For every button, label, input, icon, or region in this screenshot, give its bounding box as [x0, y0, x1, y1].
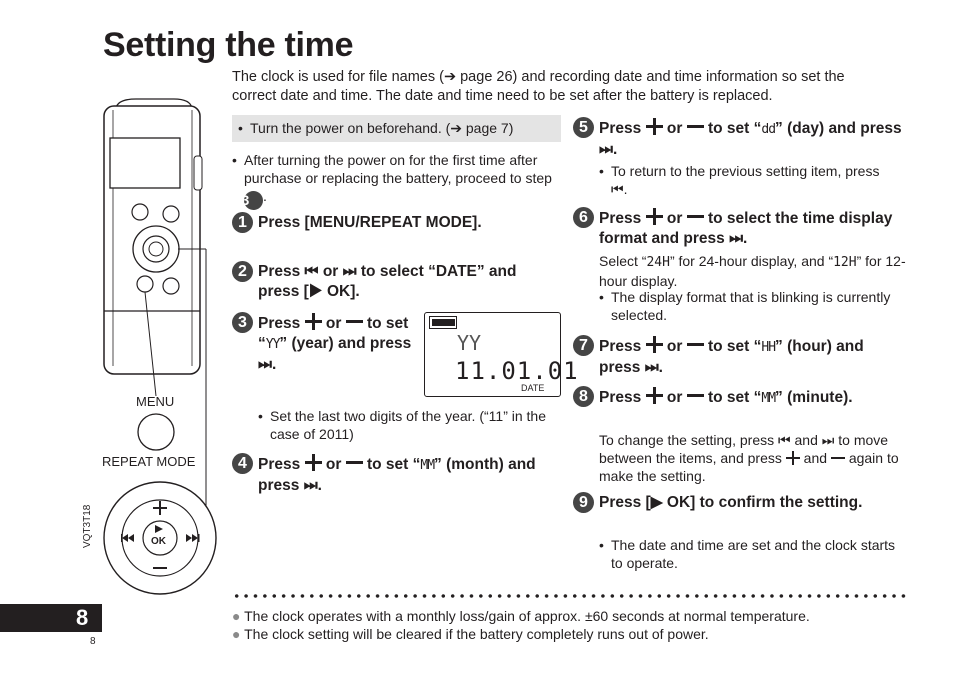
- plus-icon: [646, 387, 663, 404]
- step-1-text: Press [MENU/REPEAT MODE].: [258, 214, 482, 231]
- step-5-note-text: To return to the previous setting item, press: [611, 163, 880, 179]
- step-7-number: 7: [573, 335, 594, 356]
- skip-forward-icon: ⏭: [729, 230, 744, 247]
- page-number: 8: [76, 605, 89, 630]
- step-4-number: 4: [232, 453, 253, 474]
- battery-icon: [429, 316, 457, 329]
- year-segment-glyph: YY: [265, 337, 280, 352]
- step-7-text-b: or: [666, 338, 683, 355]
- minus-icon: [346, 461, 363, 464]
- page-number-small: 8: [90, 636, 96, 647]
- 12h-segment-glyph: 12H: [833, 255, 857, 270]
- minus-icon: [687, 394, 704, 397]
- step-8-body-d: and: [803, 450, 828, 466]
- minus-icon: [687, 343, 704, 346]
- plus-icon: [305, 454, 322, 471]
- step-1-number: 1: [232, 212, 253, 233]
- step-6-body: [599, 252, 909, 290]
- plus-icon: [646, 118, 663, 135]
- step-5-text-b: or: [666, 120, 683, 137]
- step-3-note: • Set the last two digits of the year. (“11” in the case of 2011): [258, 407, 558, 443]
- step-8-body-b: and: [794, 432, 818, 448]
- skip-forward-icon: ⏭: [303, 477, 318, 494]
- step-8-number: 8: [573, 386, 594, 407]
- step-4-text-a: Press: [258, 456, 301, 473]
- lcd-date-label: DATE: [521, 383, 545, 393]
- step-7-text-a: Press: [599, 338, 642, 355]
- step-8-body: [599, 431, 909, 485]
- month-segment-glyph: MM: [420, 458, 435, 473]
- step-8-body-e: again to make the setting.: [599, 450, 899, 484]
- step-5-number: 5: [573, 117, 594, 138]
- footer-note-1: ● The clock operates with a monthly loss/gain of approx. ±60 seconds at normal temperature.: [232, 608, 810, 624]
- lcd-line-1: YY: [457, 331, 482, 355]
- step-4-text-c: to set “: [366, 456, 421, 473]
- step-6: 6 Press or to select the time display format and press ⏭.: [573, 208, 903, 249]
- step-4-text-d: ” (month) and press: [258, 456, 536, 494]
- step-2-text-a: Press: [258, 263, 301, 280]
- plus-icon: [646, 208, 663, 225]
- step-5-text-c: to set “: [707, 120, 762, 137]
- step-6-text-c: to select the time display format and press: [599, 210, 893, 247]
- dotted-divider: [232, 593, 908, 599]
- step-6-body-a: Select “: [599, 253, 647, 269]
- step-2-text-b: or: [322, 263, 339, 280]
- step-8-text-a: Press: [599, 389, 642, 406]
- skip-back-icon: ⏮: [611, 181, 624, 197]
- step-6-note: • The display format that is blinking is currently selected.: [599, 288, 899, 324]
- step-5-note: • To return to the previous setting item, press ⏮.: [599, 162, 899, 198]
- step-4-text-b: or: [325, 456, 342, 473]
- footer-note-2: ● The clock setting will be cleared if the battery completely runs out of power.: [232, 626, 709, 642]
- first-time-note-text: After turning the power on for the first time after purchase or replacing the battery, proceed to step: [244, 152, 552, 186]
- play-icon: ▶: [308, 283, 323, 300]
- step-3-text-a: Press: [258, 315, 301, 332]
- first-time-note: • After turning the power on for the first time after purchase or replacing the battery, proceed to step 3 .: [232, 151, 552, 210]
- hour-segment-glyph: HH: [761, 340, 776, 355]
- intro-text: The clock is used for file names (➔ page 26) and recording date and time information so set the correct date and time. The date and time need to be set after the battery is replaced.: [232, 69, 845, 104]
- step-1: [232, 213, 552, 233]
- step-3-text-b: or: [325, 315, 342, 332]
- minus-icon: [346, 320, 363, 323]
- 24h-segment-glyph: 24H: [646, 255, 670, 270]
- minus-icon: [687, 125, 704, 128]
- minute-segment-glyph: MM: [761, 391, 776, 406]
- step-8-text-d: ” (minute).: [775, 389, 853, 406]
- page-title: Setting the time: [103, 26, 354, 64]
- skip-forward-icon: ⏭: [599, 141, 613, 158]
- document-code: VQT3T18: [82, 504, 93, 548]
- step-8-text-b: or: [666, 389, 683, 406]
- step-3-text-d: ” (year) and press: [279, 335, 412, 352]
- skip-forward-icon: ⏭: [821, 432, 835, 448]
- step-6-number: 6: [573, 207, 594, 228]
- skip-back-icon: ⏮: [778, 432, 791, 448]
- step-6-text-b: or: [666, 210, 683, 227]
- footer-note-2-text: The clock setting will be cleared if the battery completely runs out of power.: [244, 626, 709, 642]
- minus-icon: [687, 215, 704, 218]
- step-5-text-d: ” (day) and press: [775, 120, 902, 137]
- step-5-text-a: Press: [599, 120, 642, 137]
- step-2-text-d: OK].: [322, 283, 360, 300]
- ok-label: OK: [151, 536, 166, 547]
- repeat-mode-label: REPEAT MODE: [102, 454, 196, 469]
- skip-forward-icon: ⏭: [644, 359, 659, 376]
- footer-note-1-text: The clock operates with a monthly loss/gain of approx. ±60 seconds at normal temperature.: [244, 608, 810, 624]
- minus-icon: [831, 457, 845, 459]
- step-4: 4 Press or to set “MM” (month) and press ⏭.: [232, 454, 552, 496]
- plus-icon: [305, 313, 322, 330]
- step-ref-badge: 3: [244, 191, 263, 210]
- skip-forward-icon: ⏭: [342, 263, 357, 280]
- prerequisite-text: • Turn the power on beforehand. (➔ page 7): [238, 120, 513, 136]
- prerequisite-note: [232, 115, 561, 142]
- step-8-body-a: To change the setting, press: [599, 432, 775, 448]
- lcd-line-2: 11.01.01: [455, 357, 579, 385]
- step-2-number: 2: [232, 261, 253, 282]
- step-9-number: 9: [573, 492, 594, 513]
- step-9: [573, 493, 903, 513]
- play-icon: ▶: [650, 494, 663, 511]
- skip-forward-icon: ⏭: [258, 356, 272, 373]
- step-2-text-c: to select “DATE” and press [: [258, 263, 517, 300]
- recorder-illustration: [96, 96, 221, 596]
- step-7-text-c: to set “: [707, 338, 762, 355]
- step-6-text-a: Press: [599, 210, 642, 227]
- step-9-text-b: OK] to confirm the setting.: [662, 494, 863, 511]
- skip-back-icon: ⏮: [304, 263, 319, 280]
- step-3: 3 Press or to set “YY” (year) and press ⏭.: [232, 313, 412, 375]
- day-segment-glyph: dd: [761, 122, 776, 137]
- step-5: 5 Press or to set “dd” (day) and press ⏭.: [573, 118, 903, 160]
- step-3-text-c: to set “: [258, 315, 409, 352]
- step-2: [232, 262, 552, 302]
- lcd-display: [424, 312, 579, 397]
- step-3-number: 3: [232, 312, 253, 333]
- step-7-text-d: ” (hour) and press: [599, 338, 864, 376]
- step-9-note: • The date and time are set and the clock starts to operate.: [599, 536, 899, 572]
- step-8: [573, 387, 903, 409]
- plus-icon: [646, 336, 663, 353]
- step-6-body-c: ” for 12-hour display.: [599, 253, 906, 289]
- plus-icon: [786, 451, 800, 465]
- step-6-body-b: ” for 24-hour display, and “: [669, 253, 834, 269]
- step-9-text-a: Press [: [599, 494, 651, 511]
- step-7: 7 Press or to set “HH” (hour) and press ⏭.: [573, 336, 903, 378]
- step-8-text-c: to set “: [707, 389, 762, 406]
- step-8-body-c: to move between the items, and press: [599, 432, 889, 466]
- menu-label: MENU: [136, 394, 175, 409]
